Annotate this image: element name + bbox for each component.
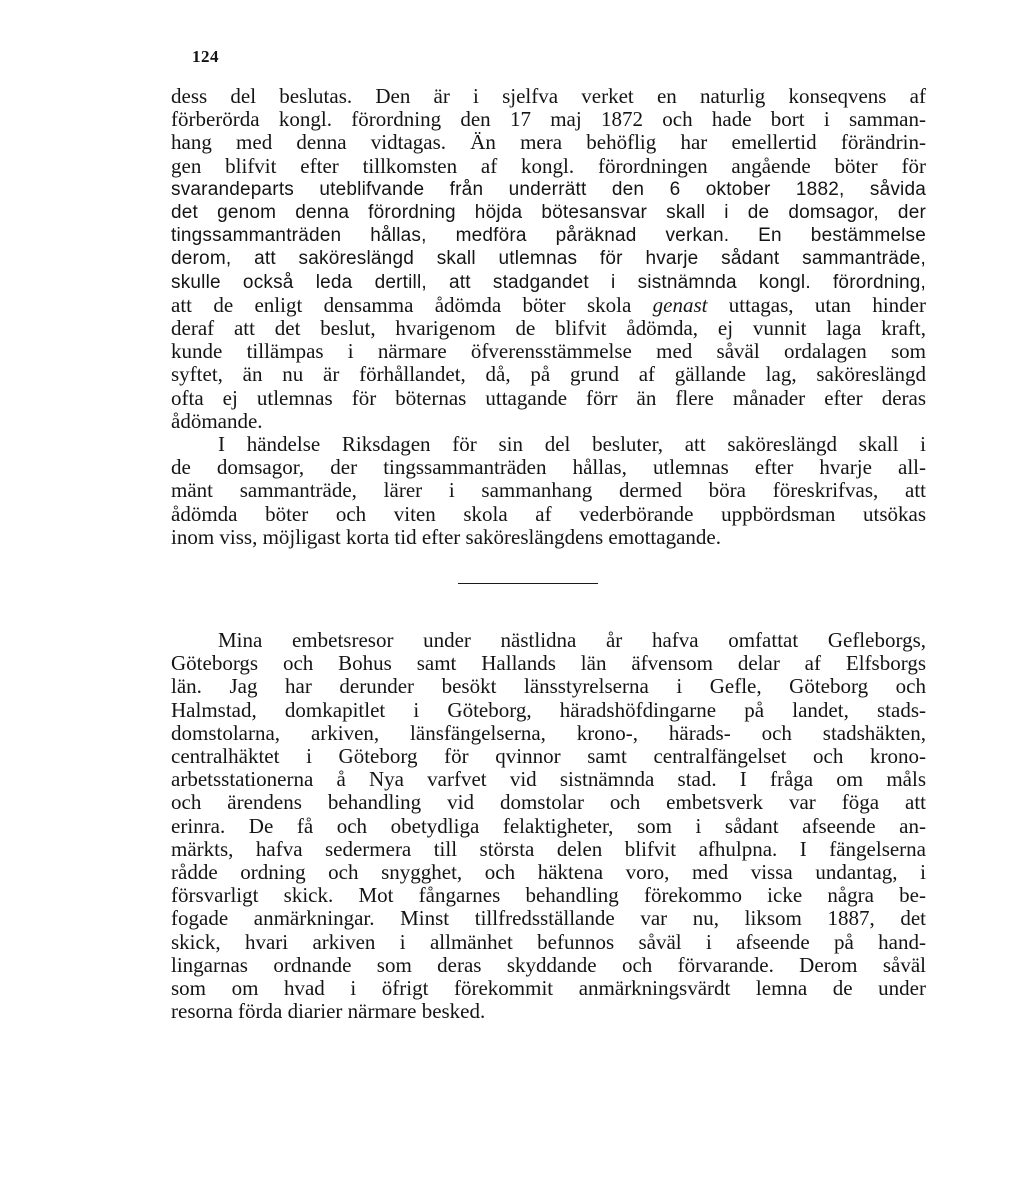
- paragraph-block-1: [171, 85, 926, 549]
- text-line: mänt sammanträde, lärer i sammanhang dermed böra föreskrifvas, att: [171, 478, 926, 503]
- text-line: erinra. De få och obetydliga felaktigheter, som i sådant afseende an-: [171, 813, 926, 838]
- text-line: de domsagor, der tingssammanträden hållas, utlemnas efter hvarje all-: [171, 455, 926, 480]
- text-line: I händelse Riksdagen för sin del besluter, att saköreslängd skall i: [218, 432, 926, 457]
- section-divider: [458, 583, 598, 584]
- text-line: gen blifvit efter tillkomsten af kongl. förordningen angående böter för: [171, 153, 926, 178]
- text-segment: att de enligt densamma ådömda böter skola: [171, 292, 653, 317]
- text-line: Göteborgs och Bohus samt Hallands län äfvensom delar af Elfsborgs: [171, 651, 926, 676]
- text-line: dess del beslutas. Den är i sjelfva verket en naturlig konseqvens af: [171, 84, 926, 108]
- text-line: hang med denna vidtagas. Än mera behöflig har emellertid förändrin-: [171, 130, 926, 155]
- text-line: inom viss, möjligast korta tid efter saköreslängdens emottagande.: [171, 524, 721, 549]
- text-line: lingarnas ordnande som deras skyddande och förvarande. Derom såväl: [171, 952, 926, 977]
- text-line: arbetsstationerna å Nya varfvet vid sistnämnda stad. I fråga om måls: [171, 767, 926, 792]
- text-line: ådömda böter och viten skola af vederbörande uppbördsman utsökas: [171, 501, 926, 526]
- text-line: förberörda kongl. förordning den 17 maj 1872 och hade bort i samman-: [171, 107, 926, 132]
- text-line: som om hvad i öfrigt förekommit anmärkningsvärdt lemna de under: [171, 976, 926, 1001]
- text-line: syftet, än nu är förhållandet, då, på grund af gällande lag, saköreslängd: [171, 362, 926, 387]
- text-line: skick, hvari arkiven i allmänhet befunnos såväl i afseende på hand-: [171, 929, 926, 954]
- page-number: 124: [192, 47, 219, 66]
- text-line: skulle också leda dertill, att stadgandet i sistnämnda kongl. förordning,: [171, 271, 926, 293]
- text-line: det genom denna förordning höjda bötesansvar skall i de domsagor, der: [171, 202, 926, 224]
- text-line: centralhäktet i Göteborg för qvinnor samt centralfängelset och krono-: [171, 744, 926, 769]
- text-line: ådömande.: [171, 408, 263, 433]
- text-line: domstolarna, arkiven, länsfängelserna, krono-, härads- och stadshäkten,: [171, 720, 926, 745]
- text-line: resorna förda diarier närmare besked.: [171, 999, 486, 1024]
- paragraph-block-2: [171, 629, 926, 1023]
- text-line: fogade anmärkningar. Minst tillfredsställande var nu, liksom 1887, det: [171, 906, 926, 931]
- text-line: märkts, hafva sedermera till största delen blifvit afhulpna. I fängelserna: [171, 836, 926, 861]
- text-line: försvarligt skick. Mot fångarnes behandling förekommo icke några be-: [171, 883, 926, 908]
- text-line: tingssammanträden hållas, medföra påräknad verkan. En bestämmelse: [171, 225, 926, 247]
- text-line: Halmstad, domkapitlet i Göteborg, häradshöfdingarne på landet, stads-: [171, 697, 926, 722]
- text-line: kunde tillämpas i närmare öfverensstämmelse med såväl ordalagen som: [171, 339, 926, 364]
- text-line: och ärendens behandling vid domstolar och embetsverk var föga att: [171, 790, 926, 815]
- text-segment: uttagas, utan hinder: [707, 292, 926, 317]
- text-line: deraf att det beslut, hvarigenom de blifvit ådömda, ej vunnit laga kraft,: [171, 316, 926, 341]
- text-line: ofta ej utlemnas för böternas uttagande förr än flere månader efter deras: [171, 385, 926, 410]
- text-line: rådde ordning och snygghet, och häktena voro, med vissa undantag, i: [171, 860, 926, 885]
- text-line-with-italic: [171, 294, 926, 317]
- text-line: derom, att saköreslängd skall utlemnas för hvarje sådant sammanträde,: [171, 248, 926, 270]
- text-line: Mina embetsresor under nästlidna år hafva omfattat Gefleborgs,: [218, 628, 926, 652]
- text-line: svarandeparts uteblifvande från underrätt den 6 oktober 1882, såvida: [171, 178, 926, 200]
- italic-word: genast: [652, 292, 708, 317]
- text-line: län. Jag har derunder besökt länsstyrelserna i Gefle, Göteborg och: [171, 674, 926, 699]
